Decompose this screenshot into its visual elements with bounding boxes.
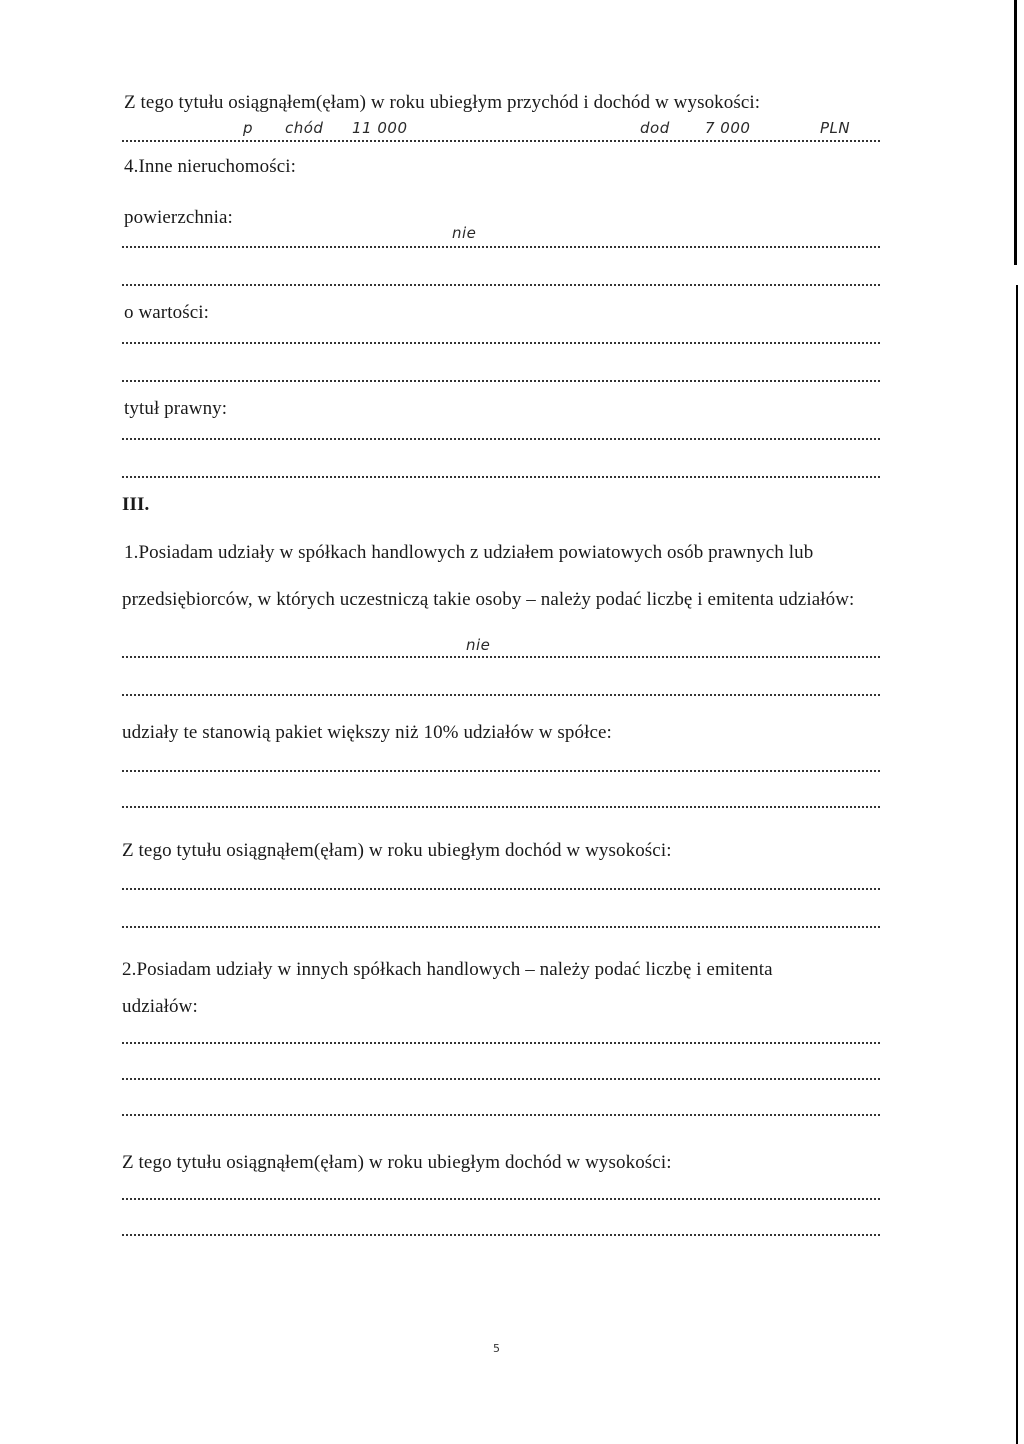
item1-field[interactable] xyxy=(122,656,880,658)
handwritten-entry: PLN xyxy=(820,119,851,137)
item2-field[interactable] xyxy=(122,1078,880,1080)
item2-field[interactable] xyxy=(122,1042,880,1044)
handwritten-entry: p xyxy=(243,119,254,137)
share-label: udziały te stanowią pakiet większy niż 10% udziałów w spółce: xyxy=(122,722,612,743)
handwritten-entry: 7 000 xyxy=(705,119,751,137)
area-field[interactable] xyxy=(122,246,880,248)
scan-edge-line xyxy=(1014,0,1017,265)
legal-title-label: tytuł prawny: xyxy=(124,398,228,419)
income-label: Z tego tytułu osiągnąłem(ęłam) w roku ubiegłym przychód i dochód w wysokości: xyxy=(124,92,761,113)
income-field[interactable] xyxy=(122,140,880,142)
section-heading: III. xyxy=(122,494,150,515)
handwritten-entry: nie xyxy=(466,636,491,654)
share-field[interactable] xyxy=(122,806,880,808)
item1-text: 1.Posiadam udziały w spółkach handlowych z udziałem powiatowych osób prawnych lub xyxy=(124,542,814,563)
value-field[interactable] xyxy=(122,342,880,344)
legal-title-field[interactable] xyxy=(122,476,880,478)
value-label: o wartości: xyxy=(124,302,209,323)
handwritten-entry: nie xyxy=(452,224,477,242)
handwritten-entry: chód xyxy=(285,119,324,137)
legal-title-field[interactable] xyxy=(122,438,880,440)
value-field[interactable] xyxy=(122,380,880,382)
area-label: powierzchnia: xyxy=(124,207,233,228)
area-field[interactable] xyxy=(122,284,880,286)
item1-field[interactable] xyxy=(122,694,880,696)
item2-text: udziałów: xyxy=(122,996,198,1017)
income-field[interactable] xyxy=(122,888,880,890)
item2-text: 2.Posiadam udziały w innych spółkach handlowych – należy podać liczbę i emitenta xyxy=(122,959,773,980)
handwritten-entry: 11 000 xyxy=(352,119,408,137)
income-label: Z tego tytułu osiągnąłem(ęłam) w roku ubiegłym dochód w wysokości: xyxy=(122,1152,672,1173)
handwritten-entry: dod xyxy=(640,119,670,137)
income-field[interactable] xyxy=(122,1198,880,1200)
item1-text: przedsiębiorców, w których uczestniczą takie osoby – należy podać liczbę i emitenta udziałów: xyxy=(122,589,855,610)
scan-edge-line xyxy=(1016,285,1018,1444)
income-label: Z tego tytułu osiągnąłem(ęłam) w roku ubiegłym dochód w wysokości: xyxy=(122,840,672,861)
income-field[interactable] xyxy=(122,1234,880,1236)
section-heading: 4.Inne nieruchomości: xyxy=(124,156,296,177)
item2-field[interactable] xyxy=(122,1114,880,1116)
share-field[interactable] xyxy=(122,770,880,772)
income-field[interactable] xyxy=(122,926,880,928)
page-number: 5 xyxy=(493,1342,500,1355)
